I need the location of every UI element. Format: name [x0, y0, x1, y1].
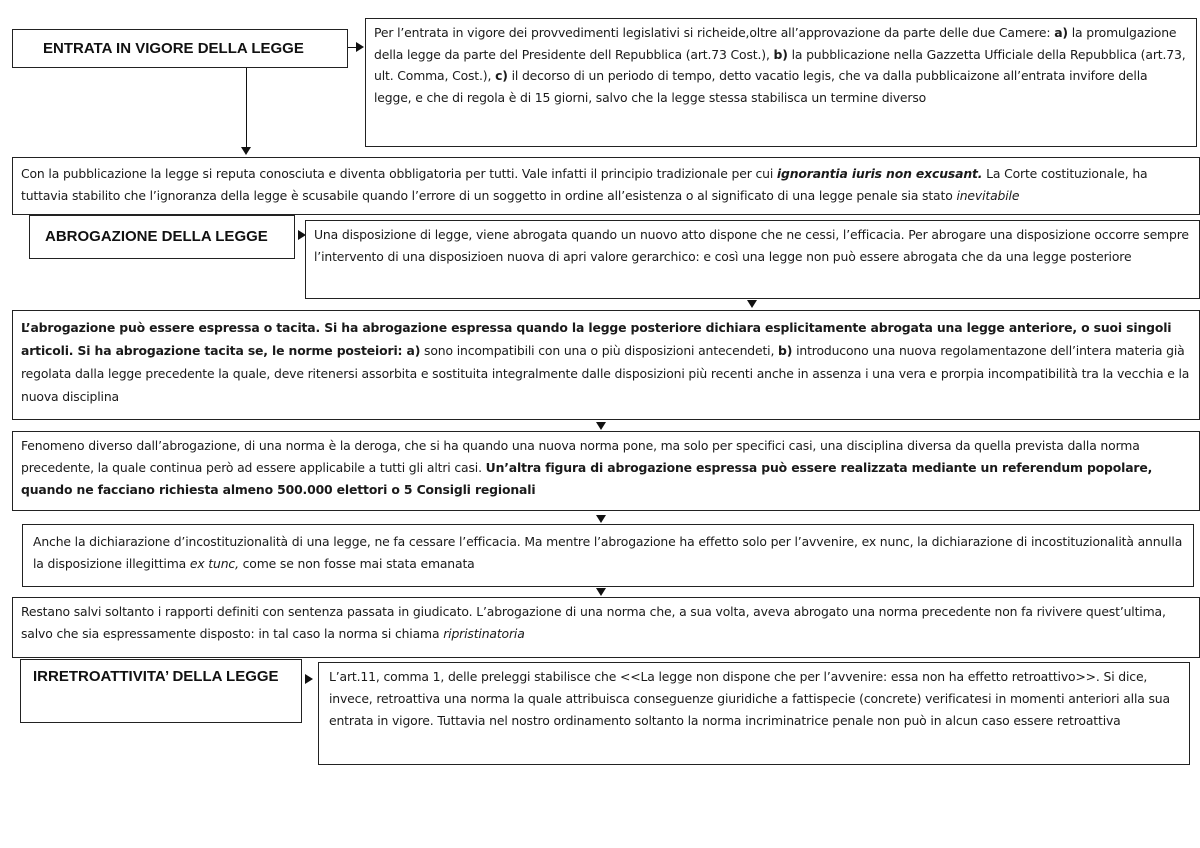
espressa-text-box: [12, 310, 1200, 420]
espressa-bold-b: b): [778, 343, 793, 358]
arrow-right-icon: [305, 674, 313, 684]
incostituzionalita-text-2: come se non fosse mai stata emanata: [238, 555, 475, 571]
entrata-bold-c: c): [495, 68, 508, 83]
espressa-text-2: introducono una nuova regolamentazone dell’intera materia già regolata dalla legge precedente la quale, deve ritenersi assorbita e sostituita integralmente dalle disposizioni più recenti anche in assenza i una vera e prorpia incompatibilità tra la vecchia e la nuova disciplina: [21, 343, 1190, 404]
arrow-right-icon: [356, 42, 364, 52]
rapporti-italic: ripristinatoria: [443, 625, 525, 641]
irretroattivita-text-box: [318, 662, 1190, 765]
pubblicazione-text-2: La Corte costituzionale, ha tuttavia stabilito che l’ignoranza della legge è scusabile quando l’errore di un soggetto in ordine all’esistenza o al significato di una legge penale sia stato: [21, 166, 1148, 203]
entrata-bold-a: a): [1054, 25, 1068, 40]
arrow-down-icon: [241, 147, 251, 155]
title-irretroattivita: IRRETROATTIVITA’ DELLA LEGGE: [33, 668, 279, 685]
entrata-text-4: il decorso di un periodo di tempo, detto vacatio legis, che va dalla pubblicaizone all’entrata invifore della legge, e che di regola è di 15 giorni, salvo che la legge stessa stabilisca un termine diverso: [374, 68, 1148, 105]
entrata-text-2: la promulgazione della legge da parte del Presidente dell Repubblica (art.73 Cost.),: [374, 25, 1177, 62]
entrata-text-box: [365, 18, 1197, 147]
espressa-bold-1: L’abrogazione può essere espressa o tacita. Si ha abrogazione espressa quando la legge posteriore dichiara esplicitamente abrogata una legge anteriore, o suoi singoli articoli. Si ha abrogazione tacita se, le norme posteiori: a): [21, 320, 1172, 358]
pubblicazione-maxim: ignorantia iuris non excusant.: [776, 166, 983, 181]
espressa-text-1: sono incompatibili con una o più disposizioni antecendeti,: [420, 343, 779, 358]
arrow-down-icon: [747, 300, 757, 308]
arrow-down-icon: [596, 588, 606, 596]
connector-entrata-down: [246, 68, 247, 148]
title-abrogazione: ABROGAZIONE DELLA LEGGE: [45, 228, 268, 245]
title-entrata-box: [12, 29, 348, 68]
rapporti-text-1: Restano salvi soltanto i rapporti definiti con sentenza passata in giudicato. L’abrogazione di una norma che, a sua volta, aveva abrogato una norma precedente non fa rivivere quest’ultima, salvo che sia espressamente disposto: in tal caso la norma si chiama: [21, 604, 1166, 641]
entrata-bold-b: b): [773, 46, 788, 62]
title-entrata: ENTRATA IN VIGORE DELLA LEGGE: [43, 40, 304, 57]
entrata-text-3: la pubblicazione nella Gazzetta Ufficiale della Repubblica (art.73, ult. Comma, Cost.),: [374, 46, 1186, 83]
deroga-bold-1: Un’altra figura di abrogazione espressa può essere realizzata mediante un referendum popolare, quando ne facciano richiesta almeno 500.000 elettori o 5 Consigli regionali: [21, 460, 1153, 497]
pubblicazione-text-1: Con la pubblicazione la legge si reputa conosciuta e diventa obbligatoria per tutti. Vale infatti il principio tradizionale per cui: [21, 166, 777, 181]
title-abrogazione-box: [29, 215, 295, 259]
deroga-text-box: [12, 431, 1200, 511]
abrogazione-text: Una disposizione di legge, viene abrogata quando un nuovo atto dispone che ne cessi, l’efficacia. Per abrogare una disposizione occorre sempre l’intervento di una disposizioen nuova di apri valore gerarchico: e così una legge non può essere abrogata che da una legge posteriore: [314, 227, 1189, 264]
incostituzionalita-text-1: Anche la dichiarazione d’incostituzionalità di una legge, ne fa cessare l’efficacia. Ma mentre l’abrogazione ha effetto solo per l’avvenire, ex nunc, la dichiarazione di incostituzionalità annulla la disposizione illegittima: [33, 534, 1183, 571]
title-irretroattivita-box: [20, 659, 302, 723]
incostituzionalita-italic: ex tunc,: [189, 555, 239, 571]
incostituzionalita-text-box: [22, 524, 1194, 587]
arrow-down-icon: [596, 422, 606, 430]
irretroattivita-text: L’art.11, comma 1, delle preleggi stabilisce che <<La legge non dispone che per l’avvenire: essa non ha effetto retroattivo>>. Si dice, invece, retroattiva una norma la quale attribuisca conseguenze giuridiche a fattispecie (concrete) verificatesi in momenti anteriori alla sua entrata in vigore. Tuttavia nel nostro ordinamento soltanto la norma incriminatrice penale non può in alcun caso essere retroattiva: [329, 669, 1170, 728]
abrogazione-text-box: [305, 220, 1200, 299]
pubblicazione-text-box: [12, 157, 1200, 215]
deroga-text-1: Fenomeno diverso dall’abrogazione, di una norma è la deroga, che si ha quando una nuova norma pone, ma solo per specifici casi, una disciplina diversa da quella prevista dalla norma precedente, la quale continua però ad essere applicabile a tutti gli altri casi.: [21, 438, 1140, 475]
rapporti-text-box: [12, 597, 1200, 658]
arrow-down-icon: [596, 515, 606, 523]
entrata-text-1: Per l’entrata in vigore dei provvedimenti legislativi si richeide,oltre all’approvazione da parte delle due Camere:: [374, 25, 1055, 40]
pubblicazione-italic: inevitabile: [956, 187, 1020, 203]
